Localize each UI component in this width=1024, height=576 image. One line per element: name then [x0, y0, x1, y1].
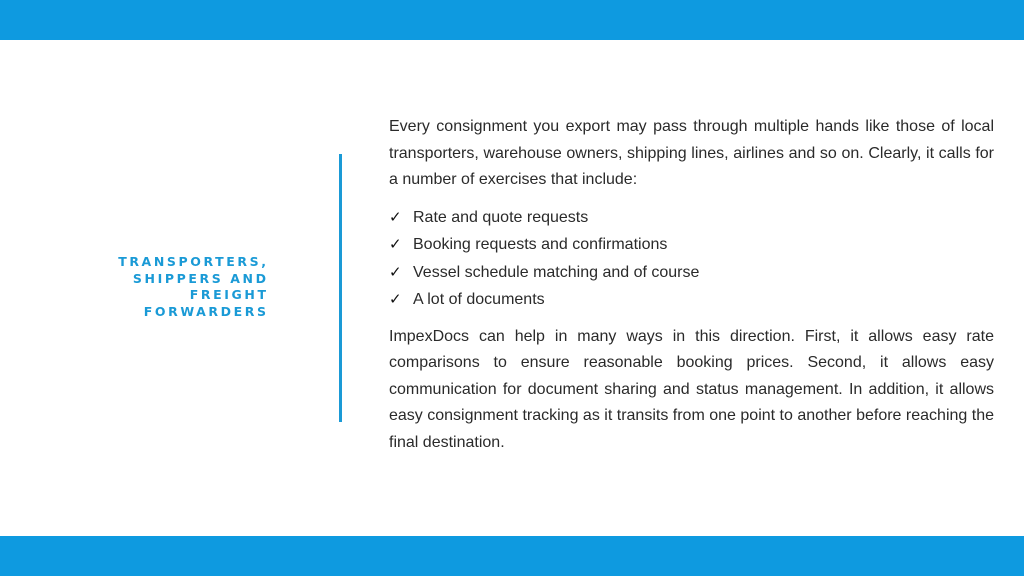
intro-paragraph: Every consignment you export may pass through multiple hands like those of local transporters, warehouse owners, shipping lines, airlines and so on. Clearly, it calls for a number of exercises that include: [389, 118, 994, 188]
checkmark-icon: ✓ [389, 207, 402, 226]
section-title-line: FREIGHT [189, 287, 269, 302]
outro-paragraph: ImpexDocs can help in many ways in this direction. First, it allows easy rate comparisons to ensure reasonable booking prices. Second, it allows easy communication for document sharing and status management. In addition, it allows easy consignment tracking as it transits from one point to another before reaching the final destination. [389, 327, 994, 451]
list-item [389, 259, 994, 287]
bottom-banner-bar [0, 536, 1024, 576]
section-title-line: SHIPPERS AND [132, 270, 269, 286]
checkmark-icon: ✓ [389, 235, 402, 253]
list-item [389, 204, 994, 232]
section-title-line: TRANSPORTERS, [118, 254, 269, 269]
list-item-label: Booking requests and confirmations [413, 236, 668, 253]
list-item [389, 286, 994, 314]
section-title [100, 254, 269, 320]
list-item-label: A lot of documents [413, 291, 545, 308]
checkmark-icon: ✓ [389, 262, 402, 281]
body-content [389, 114, 994, 456]
list-item-label: Vessel schedule matching and of course [413, 263, 700, 281]
top-banner-bar [0, 0, 1024, 40]
list-item-label: Rate and quote requests [413, 208, 589, 226]
vertical-divider [339, 154, 342, 422]
checklist [389, 204, 994, 314]
section-title-line: FORWARDERS [143, 303, 269, 319]
checkmark-icon: ✓ [389, 290, 402, 308]
list-item [389, 231, 994, 259]
